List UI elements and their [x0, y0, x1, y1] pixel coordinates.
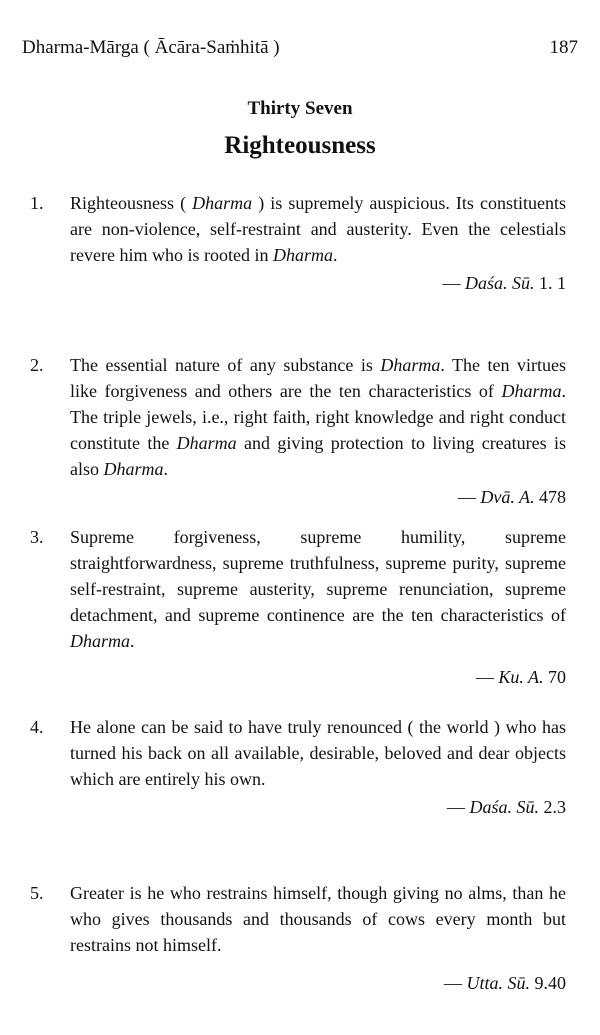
- verse-citation: — Ku. A. 70: [475, 667, 566, 687]
- verse-entry-1: [30, 190, 566, 296]
- citation-ref: 9.40: [534, 973, 566, 993]
- verse-entry-2: [30, 352, 566, 510]
- citation-source: Dvā. A.: [480, 487, 535, 507]
- verse-text: Righteousness ( Dharma ) is supremely auspicious. Its constituents are non-violence, self-restraint and austerity. Even the celestials revere him who is rooted in Dharma.: [70, 193, 566, 265]
- chapter-number: Thirty Seven: [247, 98, 353, 119]
- citation-ref: 1. 1: [539, 273, 566, 293]
- citation-ref: 478: [539, 487, 566, 507]
- chapter-title: Righteousness: [224, 132, 376, 159]
- citation-source: Ku. A.: [498, 667, 544, 687]
- verse-number: 1.: [30, 193, 44, 213]
- citation-ref: 70: [548, 667, 566, 687]
- verse-citation: — Dvā. A. 478: [457, 487, 566, 507]
- citation-source: Daśa. Sū.: [469, 797, 539, 817]
- verse-citation: — Utta. Sū. 9.40: [443, 973, 566, 993]
- verse-citation: — Daśa. Sū. 2.3: [446, 797, 566, 817]
- verse-number: 2.: [30, 355, 44, 375]
- citation-source: Daśa. Sū.: [464, 273, 535, 293]
- verse-text: The essential nature of any substance is Dharma. The ten virtues like forgiveness and others are the ten characteristics of Dharma. The triple jewels, i.e., right faith, right knowledge and right conduct constitute the Dharma and giving protection to living creatures is also Dharma.: [70, 355, 567, 479]
- verse-text: He alone can be said to have truly renounced ( the world ) who has turned his back on all available, desirable, beloved and dear objects which are entirely his own.: [70, 717, 566, 789]
- page-number: 187: [549, 37, 578, 58]
- citation-ref: 2.3: [543, 797, 566, 817]
- verse-number: 3.: [30, 527, 44, 547]
- running-header: [22, 36, 578, 60]
- verse-entry-5: [30, 880, 566, 996]
- verse-number: 5.: [30, 883, 44, 903]
- verse-text: Greater is he who restrains himself, though giving no alms, than he who gives thousands and thousands of cows every month but restrains not himself.: [70, 883, 566, 955]
- citation-source: Utta. Sū.: [466, 973, 530, 993]
- book-title: Dharma-Mārga ( Ācāra-Saṁhitā ): [22, 37, 280, 58]
- verse-number: 4.: [30, 717, 44, 737]
- verse-entry-4: [30, 714, 566, 820]
- verse-citation: — Daśa. Sū. 1. 1: [442, 273, 566, 293]
- verse-entry-3: [30, 524, 566, 690]
- verse-text: Supreme forgiveness, supreme humility, supreme straightforwardness, supreme truthfulness, supreme purity, supreme self-restraint, supreme austerity, supreme renunciation, supreme detachment, and supreme continence are the ten characteristics of Dharma.: [70, 527, 566, 651]
